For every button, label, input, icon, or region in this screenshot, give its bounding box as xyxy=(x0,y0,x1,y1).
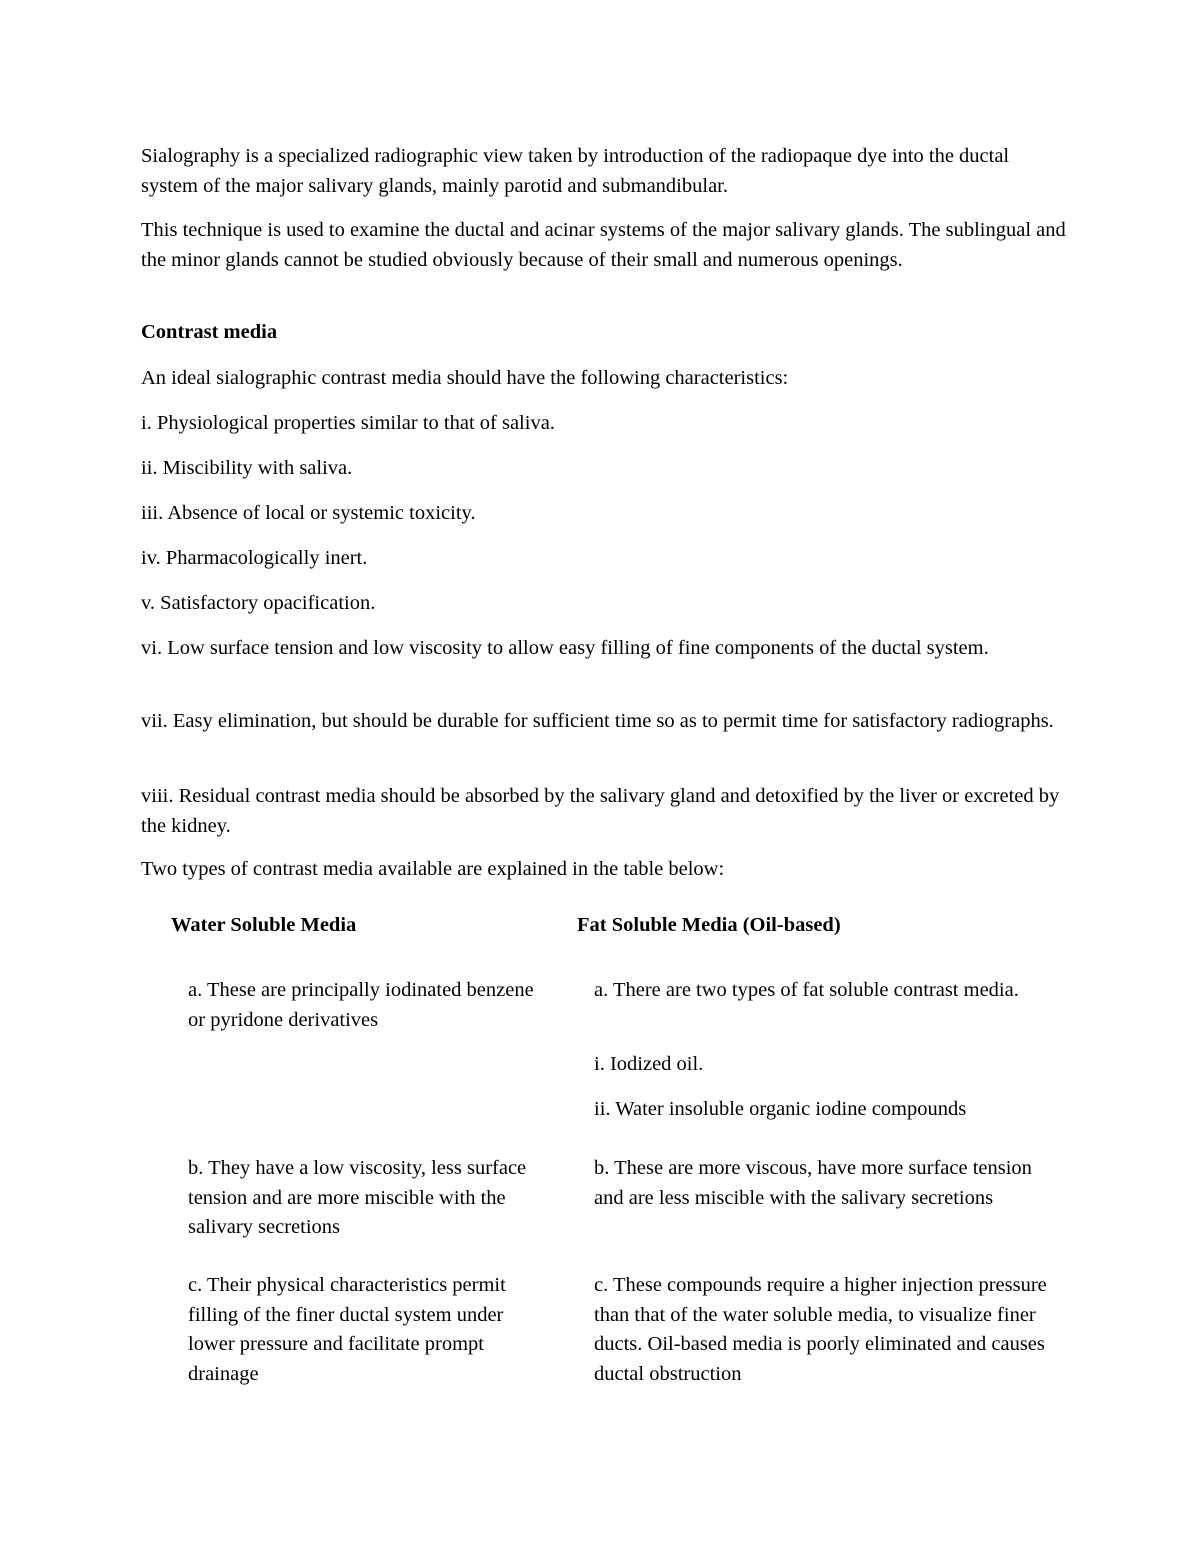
list-item: iii. Absence of local or systemic toxicity. xyxy=(141,502,476,524)
list-item: i. Physiological properties similar to that of saliva. xyxy=(141,412,555,434)
list-item: v. Satisfactory opacification. xyxy=(141,592,376,614)
intro-paragraph-1: Sialography is a specialized radiographic view taken by introduction of the radiopaque dye into the ductal system of the major salivary glands, mainly parotid and submandibular. xyxy=(141,145,1010,197)
fat-cell-b: b. These are more viscous, have more surface tension and are less miscible with the salivary secretions xyxy=(594,1157,1032,1209)
fat-cell-a: a. There are two types of fat soluble contrast media. xyxy=(594,979,1019,1001)
water-cell-a: a. These are principally iodinated benzene or pyridone derivatives xyxy=(188,979,534,1031)
water-cell-b: b. They have a low viscosity, less surface tension and are more miscible with the salivary secretions xyxy=(188,1157,527,1238)
fat-cell-c: c. These compounds require a higher injection pressure than that of the water soluble media, to visualize finer ducts. Oil-based media is poorly eliminated and causes ductal obstruction xyxy=(594,1274,1047,1385)
contrast-media-heading: Contrast media xyxy=(141,321,278,343)
intro-paragraph-2: This technique is used to examine the ductal and acinar systems of the major salivary glands. The sublingual and the minor glands cannot be studied obviously because of their small and numerous openings. xyxy=(141,219,1066,271)
fat-cell-a-ii: ii. Water insoluble organic iodine compounds xyxy=(594,1098,967,1120)
list-item: viii. Residual contrast media should be absorbed by the salivary gland and detoxified by the liver or excreted by the kidney. xyxy=(141,785,1060,837)
water-cell-c: c. Their physical characteristics permit filling of the finer ductal system under lower pressure and facilitate prompt drainage xyxy=(188,1274,506,1385)
water-soluble-header: Water Soluble Media xyxy=(171,914,357,936)
list-item: ii. Miscibility with saliva. xyxy=(141,457,353,479)
fat-cell-a-i: i. Iodized oil. xyxy=(594,1053,704,1075)
contrast-lead: An ideal sialographic contrast media should have the following characteristics: xyxy=(141,367,789,389)
list-item: iv. Pharmacologically inert. xyxy=(141,547,368,569)
list-item: vii. Easy elimination, but should be durable for sufficient time so as to permit time for satisfactory radiographs. xyxy=(141,710,1054,732)
table-intro: Two types of contrast media available are explained in the table below: xyxy=(141,858,725,880)
list-item: vi. Low surface tension and low viscosity to allow easy filling of fine components of the ductal system. xyxy=(141,637,989,659)
fat-soluble-header: Fat Soluble Media (Oil-based) xyxy=(577,914,841,936)
